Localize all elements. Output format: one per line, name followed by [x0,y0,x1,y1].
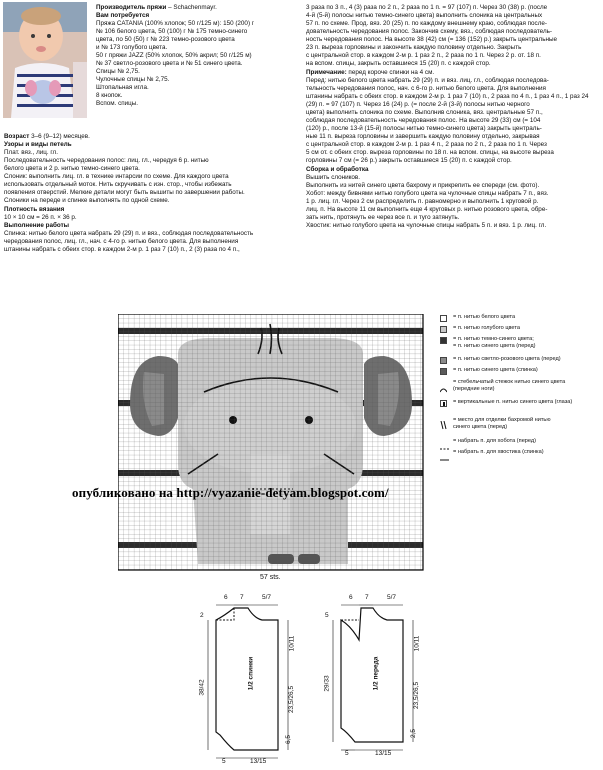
front-dim-left-top: 5 [325,612,329,619]
back-dim-top-left: 6 [224,594,228,601]
baby-illustration [3,2,87,118]
back-instructions: 3 раза по 3 п., 4 (3) раза по 2 п., 2 раза по 1 п. = 97 (107) п. Через 30 (38) р. (после 4-й (5-й) полосы нитью темно-синего цвета) выполнить слоника на центральных 57 п. по схеме. Прод. вяз. 20 (25) п. по каждому внешнему краю, соблюдая после- довательность чередования полос. Закончив схему, вяз., соблюдая последователь- ность чередования полос. На высоте 38 (42) см (= 136 (152) р.) закрыть центральные 23 п. выреза горловины и закончить каждую половину отдельно. Закрыть с центральной стор. в каждом 2-м р. 1 раз 2 п., 2 раза по 1 п. Через 2 р. от. 18 п. на вспом. спицы, закрыть оставшиеся 15 (20) п. с каждой стор. [306,4,557,68]
legend-item-stem-stitch: = стебельчатый стежок нитью синего цвета (передние ноги) [440,379,565,393]
legend-swatch-navy [440,337,447,344]
schema-back [198,594,310,770]
legend-item-navy: = п. нитью темно-синего цвета; = п. нитью синего цвета (перед) [440,336,536,350]
front-dim-top-mid: 7 [365,594,369,601]
front-dim-right-top: 10/11 [413,635,421,652]
age-value: 3–6 (9–12) месяцев. [29,133,90,140]
stitch-count-label: 57 sts. [260,574,281,581]
front-dim-top-right: 5/7 [387,594,397,601]
age-label: Возраст [4,133,30,140]
dashed-line-icon [440,439,447,446]
legend-item-eyes: = вертикальные п. нитью синего цвета (глаза) [440,399,572,407]
back-dim-right-top: 10/11 [288,635,296,652]
knitting-chart [118,314,438,577]
patterns-heading: Узоры и виды петель [4,141,72,148]
legend-swatch-blue [440,368,447,375]
assembly-text: Вышить слоников. Выполнить из нитей синего цвета бахрому и прикрепить ее спереди (см. фото). Хобот: между бивнями нитью голубого цвета на чулочные спицы набрать 7 п., вяз. 1 р. лиц. гл. Через 2 см распределить п. равномерно и выполнить 1 круговой р. лиц. п. На высоте 11 см выполнить еще 4 круговых р. нитью розового цвета, обре- зать нить, протянуть ее через все п. и туго затянуть. Хвостик: нитью голубого цвета на чулочные спицы набрать 5 п. и вяз. 1 р. лиц. гл. [306,174,549,230]
front-dim-bottom-right: 13/15 [375,750,392,757]
note-value: перед короче спинки на 4 см. [346,69,435,76]
legend-swatch-light-pink [440,357,447,364]
front-dim-left-height: 29/33 [323,675,331,692]
back-dim-left-top: 2 [200,612,204,619]
site-watermark: опубликовано на http://vyazanie-detyam.blogspot.com/ [72,485,389,500]
knitting-chart-svg [118,314,438,572]
schema-front [323,594,435,770]
front-dim-bottom-left: 5 [345,750,349,757]
back-dim-right-bottom: 6,5 [285,734,293,745]
work-heading: Выполнение работы [4,222,70,229]
back-dim-bottom-left: 5 [222,758,226,765]
producer-label: Производитель пряжи [96,4,167,11]
back-piece-label: 1/2 спинки [247,656,255,691]
back-dim-top-mid: 7 [240,594,244,601]
materials-heading: Вам потребуется [96,12,150,20]
stem-stitch-icon [440,380,447,387]
chart-legend [440,314,600,484]
schema-back-svg [200,600,310,765]
front-dim-right-mid: 23,5/26,5 [413,681,421,710]
legend-item-light-blue: = п. нитью голубого цвета [440,325,520,333]
density-text: 10 × 10 см = 26 п. × 36 р. [4,214,77,221]
front-piece-label: 1/2 переда [372,656,380,691]
note-label: Примечание: [306,69,347,76]
patterns-text: Плат. вяз., лиц. гл. Последовательность чередования полос: лиц. гл., чередуя 6 р. нитью белого цвета и 2 р. нитью темно-синего цвета. Слоник: выполнить лиц. гл. в технике интарсии по схеме. Для каждого цвета использовать отдельный моток. Нить скручивать с изн. стор., чтобы избежать появления отверстий. Мелкие детали могут быть вышиты по завершении работы. Слоники на переде и спинке выполнять по одной схеме. [4,149,245,205]
back-dim-left-height: 38/42 [198,679,206,696]
legend-item-trunk-cast-on: = набрать п. для хобота (перед) [440,438,536,446]
legend-item-white: = п. нитью белого цвета [440,314,515,322]
fringe-icon [440,418,447,425]
materials-text: Пряжа CATANIA (100% хлопок; 50 г/125 м): 150 (200) г № 106 белого цвета, 50 (100) г № 175 темно-синего цвета, по 50 (50) г № 223 темно-розового цвета и № 173 голубого цвета. 50 г пряжи JAZZ (50% хлопок, 50% акрил; 50 г/125 м) № 37 светло-розового цвета и № 51 синего цвета. Спицы № 2,75. Чулочные спицы № 2,75. Штопальная игла. 8 кнопок. Вспом. спицы. [96,20,255,108]
legend-item-light-pink: = п. нитью светло-розового цвета (перед) [440,356,561,364]
assembly-heading: Сборка и обработка [306,166,369,173]
producer-value: – Schachenmayr. [166,4,217,11]
legend-item-fringe: = место для отделки бахромой нитью синего цвета (перед) [440,417,551,431]
note-line [306,69,602,77]
left-column-top [96,4,301,20]
front-dim-right-bottom: 2,5 [410,728,418,739]
front-instructions: Перед: нитью белого цвета набрать 29 (29) п. и вяз. лиц. гл., соблюдая последова- тельность чередования полос, нач. с 6-го р. нитью белого цвета. Для выполнения штанины набрать с обеих стор. в каждом 2-м р. 1 раз 7 (10) п., 2 раза по 4 п., 1 раз 4 п., 1 раз 24 (29) п. = 97 (107) п. Через 16 (24) р. (= после 2-й (3-й) полосы нитью черного цвета) выполнить слоника по схеме. Выполнив слоника, вяз. центральные 57 п., соблюдая последовательность чередования полос. На высоте 29 (33) см (= 104 (120) р., после 13-й (15-й) полосы нитью темно-синего цвета) закрыть централь- ные 11 п. выреза горловины и завершить каждую половину отдельно, закрывая с центральной стор. в каждом 2-м р. 1 раз 4 п., 2 раза по 2 п., 2 раза по 1 п. Через 5 см от. с обеих стор. выреза горловины по 18 п. на вспом. спицы, на высоте выреза горловины 7 см (= 26 р.) закрыть оставшиеся 15 (20) п. с каждой стор. [306,77,589,165]
front-dim-top-left: 6 [349,594,353,601]
legend-item-blue: = п. нитью синего цвета (спинка) [440,367,538,375]
density-heading: Плотность вязания [4,206,65,213]
work-text: Спинка: нитью белого цвета набрать 29 (29) п. и вяз., соблюдая последовательность чередования полос, лиц. гл., нач. с 4-го р. нитью белого цвета. Для выполнения штанины набрать с обеих стор. в каждом 2-м р. 1 раз 7 (10) п., 2 (3) раза по 4 п., [4,230,254,254]
legend-item-tail-cast-on: = набрать п. для хвостика (спинка) [440,449,544,457]
legend-swatch-light-blue [440,326,447,333]
back-dim-bottom-right: 13/15 [250,758,267,765]
back-dim-top-right: 5/7 [262,594,272,601]
legend-swatch-white [440,315,447,322]
solid-line-icon [440,450,447,457]
vertical-stitch-icon [440,400,447,407]
age-line [4,133,304,141]
back-dim-right-mid: 23,5/26,5 [288,685,296,714]
baby-photo [3,2,87,118]
